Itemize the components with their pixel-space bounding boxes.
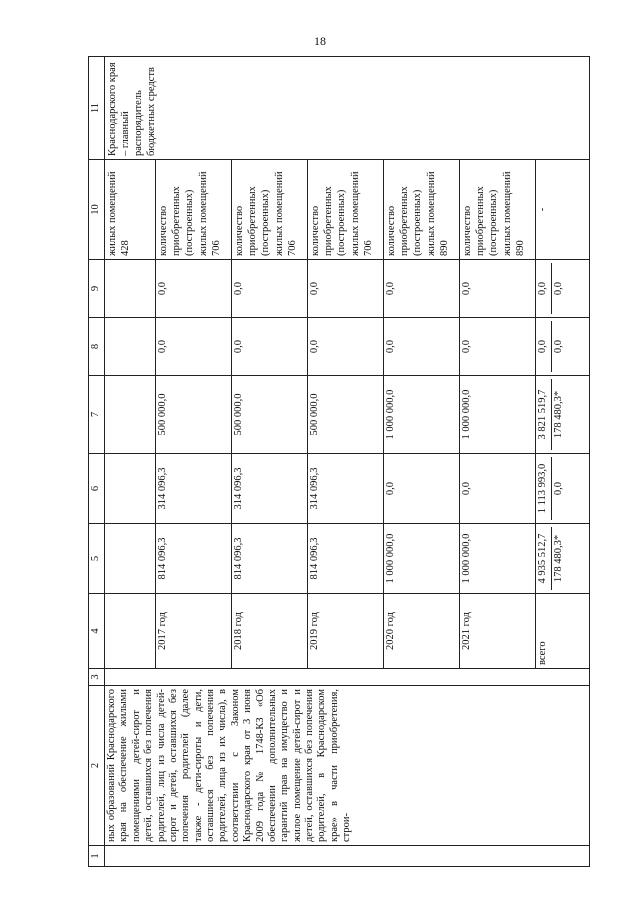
col-header-11: 11 [89, 57, 105, 160]
indicator-cell: количество приобретенных (построенных) жилых помещений 706 [232, 160, 308, 260]
grand-total-cell [536, 524, 590, 594]
indicator-cell: количество приобретенных (построенных) жилых помещений 706 [156, 160, 232, 260]
indicator-cell: количество приобретенных (построенных) жилых помещений 890 [384, 160, 460, 260]
col7-cell: 1 000 000,0 [384, 376, 460, 454]
col8-cell: 0,0 [384, 318, 460, 376]
cell-total-blank [105, 524, 156, 594]
col6-cell: 314 096,3 [308, 454, 384, 524]
col8-cell: 0,0 [460, 318, 536, 376]
col-header-8: 8 [89, 318, 105, 376]
indicator-cell: количество приобретенных (построенных) жилых помещений 890 [460, 160, 536, 260]
cell-c8-blank [105, 318, 156, 376]
col7-cell: 1 000 000,0 [460, 376, 536, 454]
col6-total-b: 0,0 [551, 457, 565, 520]
col9-cell: 0,0 [232, 260, 308, 318]
col9-cell: 0,0 [460, 260, 536, 318]
funding-table [88, 56, 590, 867]
cell-c6-blank [105, 454, 156, 524]
total-cell: 1 000 000,0 [384, 524, 460, 594]
col8-cell: 0,0 [156, 318, 232, 376]
col8-cell: 0,0 [308, 318, 384, 376]
col9-cell: 0,0 [308, 260, 384, 318]
year-cell: 2018 год [232, 594, 308, 669]
col-header-3: 3 [89, 669, 105, 686]
header-row [89, 57, 105, 867]
indicator-total-cell: - [536, 160, 590, 260]
col8-total-b: 0,0 [551, 321, 565, 372]
total-cell: 814 096,3 [308, 524, 384, 594]
col9-total-a: 0,0 [537, 281, 549, 296]
col9-cell: 0,0 [384, 260, 460, 318]
grand-total-b: 178 480,3* [551, 527, 565, 590]
col6-cell: 314 096,3 [232, 454, 308, 524]
program-description: ных образований Краснодарского края на обеспечение жилыми помещениями детей-сирот и детей, оставшихся без попечения родителей, лиц из числа детей-сирот и детей, оставшихся без попечения родителей (далее также - дети-сироты и дети, оставшиеся без попечения родителей, лица из их числа), в соответствии с Законом Краснодарского края от 3 июня 2009 года № 1748-КЗ «Об обеспечении дополнительных гарантий прав на имущество и жилое помещение детей-сирот и детей, оставшихся без попечения родителей, в Краснодарском крае» в части приобретения, строи- [105, 686, 590, 846]
col9-cell: 0,0 [156, 260, 232, 318]
col-header-4: 4 [89, 594, 105, 669]
col-header-7: 7 [89, 376, 105, 454]
col8-total-a: 0,0 [537, 339, 549, 354]
col7-total-a: 3 821 519,7 [537, 389, 549, 440]
total-cell: 814 096,3 [156, 524, 232, 594]
col6-cell: 0,0 [384, 454, 460, 524]
rotated-table-wrapper [88, 57, 590, 867]
cell-c7-blank [105, 376, 156, 454]
cell-c9-blank [105, 260, 156, 318]
total-cell: 814 096,3 [232, 524, 308, 594]
col6-total-a: 1 113 993,0 [537, 463, 549, 514]
cell-col3 [105, 669, 590, 686]
col8-cell: 0,0 [232, 318, 308, 376]
col9-total-cell [536, 260, 590, 318]
col7-total-cell [536, 376, 590, 454]
col7-total-b: 178 480,3* [551, 379, 565, 450]
indicator-top: жилых помещений 428 [105, 160, 156, 260]
year-cell: 2020 год [384, 594, 460, 669]
responsible-executor: Краснодарского края – главный распорядитель бюджетных средств [105, 57, 590, 160]
table-row [105, 57, 156, 867]
col7-cell: 500 000,0 [156, 376, 232, 454]
col-header-6: 6 [89, 454, 105, 524]
grand-total-a: 4 935 512,7 [537, 533, 549, 584]
col9-total-b: 0,0 [551, 263, 565, 314]
col8-total-cell [536, 318, 590, 376]
col6-cell: 314 096,3 [156, 454, 232, 524]
cell-year-blank [105, 594, 156, 669]
col-header-1: 1 [89, 846, 105, 867]
total-cell: 1 000 000,0 [460, 524, 536, 594]
col-header-9: 9 [89, 260, 105, 318]
col7-cell: 500 000,0 [308, 376, 384, 454]
col-header-10: 10 [89, 160, 105, 260]
col6-total-cell [536, 454, 590, 524]
total-label: всего [536, 594, 590, 669]
year-cell: 2017 год [156, 594, 232, 669]
year-cell: 2021 год [460, 594, 536, 669]
year-cell: 2019 год [308, 594, 384, 669]
col-header-5: 5 [89, 524, 105, 594]
cell-number [105, 846, 590, 867]
indicator-cell: количество приобретенных (построенных) жилых помещений 706 [308, 160, 384, 260]
col-header-2: 2 [89, 686, 105, 846]
page-number: 18 [314, 34, 326, 48]
col6-cell: 0,0 [460, 454, 536, 524]
col7-cell: 500 000,0 [232, 376, 308, 454]
